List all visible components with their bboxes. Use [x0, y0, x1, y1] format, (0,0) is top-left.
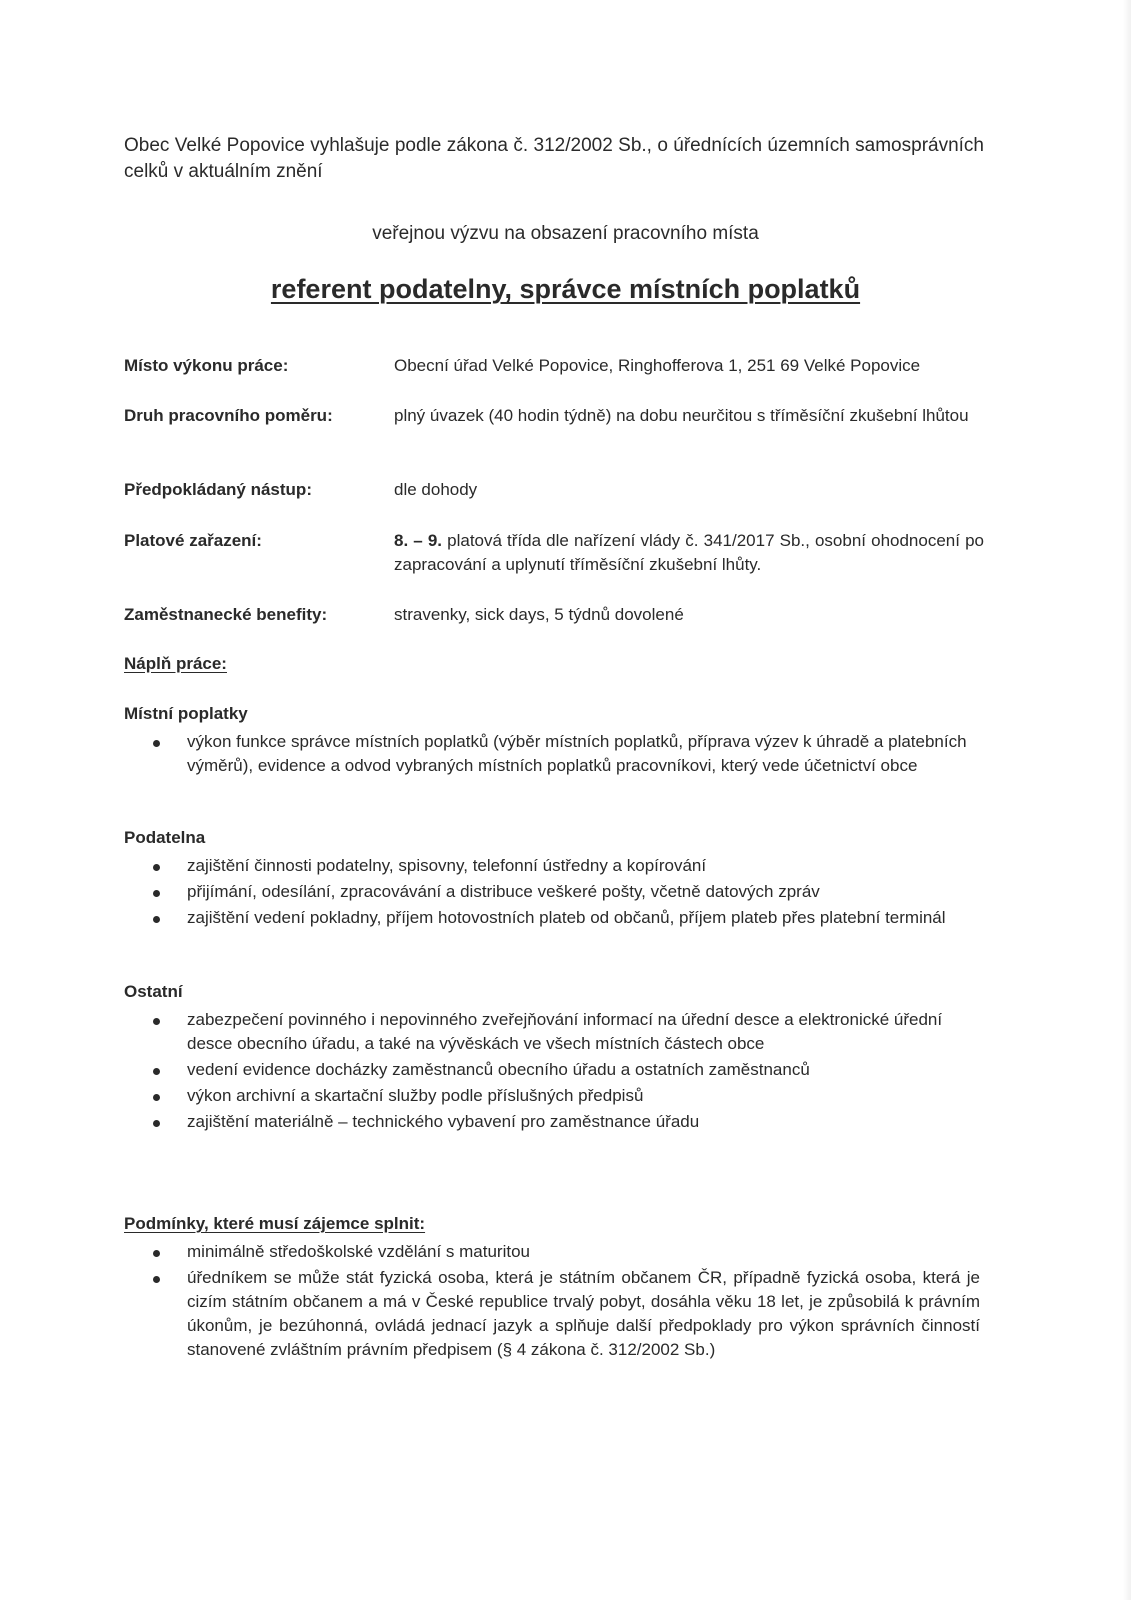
list-item: zajištění materiálně – technického vybavení pro zaměstnance úřadu	[150, 1110, 980, 1134]
info-label: Místo výkonu práce:	[124, 356, 289, 375]
intro-paragraph: Obec Velké Popovice vyhlašuje podle zákona č. 312/2002 Sb., o úřednících územních samosprávních celků v aktuálním znění	[124, 135, 984, 182]
info-label: Zaměstnanecké benefity:	[124, 605, 328, 624]
bullet-icon	[153, 1094, 160, 1101]
local-fees-list	[150, 730, 980, 780]
info-value: Obecní úřad Velké Popovice, Ringhofferova 1, 251 69 Velké Popovice	[394, 356, 921, 375]
info-label: Platové zařazení:	[124, 531, 262, 550]
bullet-icon	[153, 916, 160, 923]
salary-class-range: 8. – 9.	[394, 531, 443, 550]
bullet-icon	[153, 1276, 160, 1283]
bullet-icon	[153, 864, 160, 871]
bullet-icon	[153, 1250, 160, 1257]
info-value: stravenky, sick days, 5 týdnů dovolené	[394, 605, 684, 624]
list-item: minimálně středoškolské vzdělání s maturitou	[150, 1240, 980, 1264]
list-item: zajištění činnosti podatelny, spisovny, telefonní ústředny a kopírování	[150, 854, 980, 878]
conditions-heading: Podmínky, které musí zájemce splnit:	[124, 1214, 426, 1233]
info-value	[394, 529, 984, 577]
section-heading-local-fees: Místní poplatky	[124, 704, 248, 723]
registry-list	[150, 854, 980, 932]
job-description-heading: Náplň práce:	[124, 654, 227, 673]
list-item: výkon archivní a skartační služby podle příslušných předpisů	[150, 1084, 980, 1108]
list-item: úředníkem se může stát fyzická osoba, která je státním občanem ČR, případně fyzická osoba, která je cizím státním občanem a má v České republice trvalý pobyt, dosáhla věku 18 let, je způsobilá k právním úkonům, je bezúhonná, ovládá jednací jazyk a splňuje další předpoklady pro výkon správních činností stanovené zvláštním právním předpisem (§ 4 zákona č. 312/2002 Sb.)	[150, 1266, 980, 1362]
list-item: zajištění vedení pokladny, příjem hotovostních plateb od občanů, příjem plateb přes platební terminál	[150, 906, 980, 930]
conditions-list	[150, 1240, 980, 1364]
list-item: přijímání, odesílání, zpracovávání a distribuce veškeré pošty, včetně datových zpráv	[150, 880, 980, 904]
bullet-icon	[153, 1018, 160, 1025]
list-item: zabezpečení povinného i nepovinného zveřejňování informací na úřední desce a elektronické úřední desce obecního úřadu, a také na vývěskách ve všech místních částech obce	[150, 1008, 980, 1056]
page-title: referent podatelny, správce místních poplatků	[270, 274, 861, 304]
info-label: Druh pracovního poměru:	[124, 406, 333, 425]
section-heading-other: Ostatní	[124, 982, 183, 1001]
scan-edge-shadow	[1123, 0, 1131, 1600]
salary-class-text: platová třída dle nařízení vlády č. 341/2017 Sb., osobní ohodnocení po zapracování a uplynutí tříměsíční zkušební lhůty.	[394, 531, 984, 574]
bullet-icon	[153, 1068, 160, 1075]
bullet-icon	[153, 890, 160, 897]
bullet-icon	[153, 740, 160, 747]
section-heading-registry: Podatelna	[124, 828, 206, 847]
bullet-icon	[153, 1120, 160, 1127]
list-item: vedení evidence docházky zaměstnanců obecního úřadu a ostatních zaměstnanců	[150, 1058, 980, 1082]
info-value: dle dohody	[394, 480, 478, 499]
other-duties-list	[150, 1008, 980, 1136]
list-item: výkon funkce správce místních poplatků (výběr místních poplatků, příprava výzev k úhradě a platebních výměrů), evidence a odvod vybraných místních poplatků pracovníkovi, který vede účetnictví obce	[150, 730, 980, 778]
info-label: Předpokládaný nástup:	[124, 480, 312, 499]
info-value: plný úvazek (40 hodin týdně) na dobu neurčitou s tříměsíční zkušební lhůtou	[394, 406, 969, 425]
subtitle: veřejnou výzvu na obsazení pracovního místa	[372, 223, 759, 244]
